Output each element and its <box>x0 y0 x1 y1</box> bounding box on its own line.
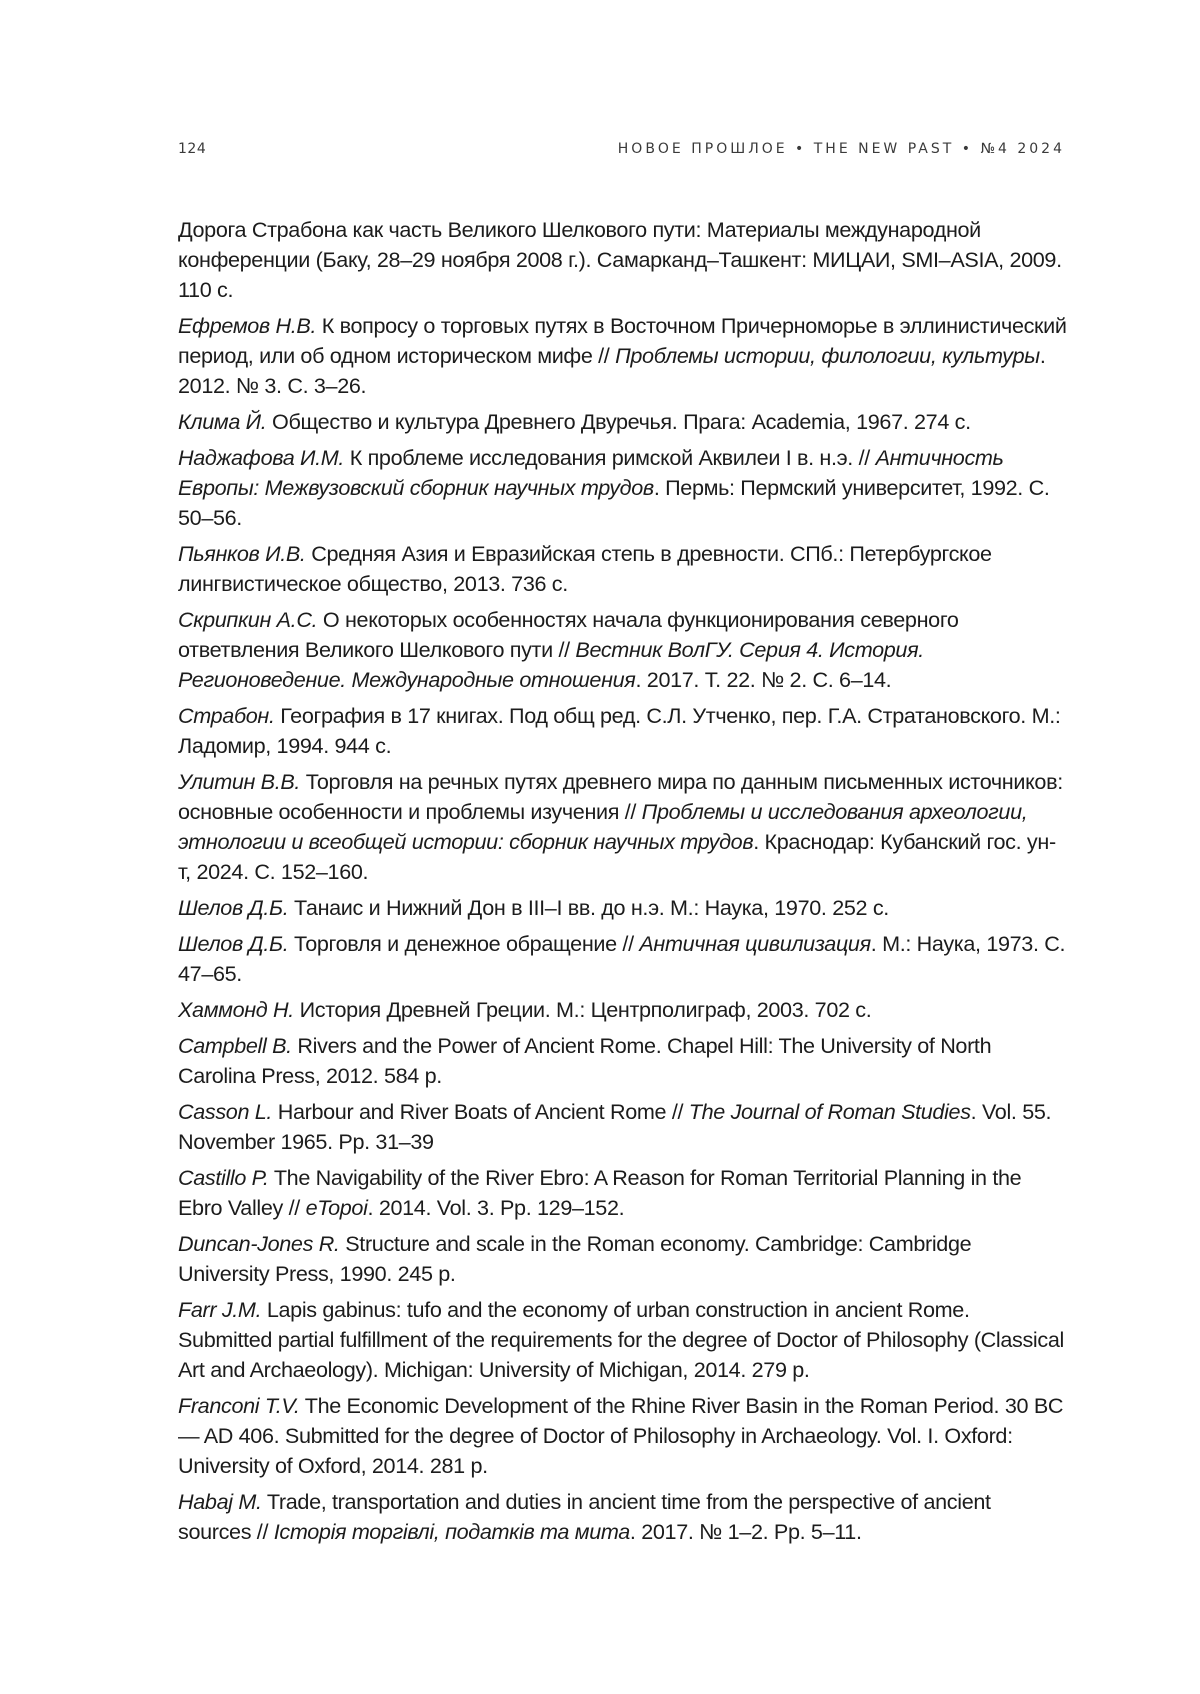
reference-tail: . Пермь: Пермский университет, 1992. С. 50–56. <box>178 475 1050 530</box>
reference-author: Habaj M. <box>178 1489 262 1514</box>
journal-title: НОВОЕ ПРОШЛОЕ • THE NEW PAST • №4 2024 <box>617 141 1065 157</box>
reference-text: Trade, transportation and duties in ancient time from the perspective of ancient sources // <box>178 1489 991 1544</box>
reference-text: География в 17 книгах. Под общ ред. С.Л. Утченко, пер. Г.А. Стратановского. М.: Ладомир, 1994. 944 с. <box>178 703 1061 758</box>
reference-source: Проблемы истории, филологии, культуры <box>615 343 1040 368</box>
reference-source: Античность Европы: Межвузовский сборник научных трудов <box>178 445 1004 500</box>
reference-author: Ефремов Н.В. <box>178 313 317 338</box>
reference-item <box>178 1391 1068 1481</box>
reference-tail: . 2017. Т. 22. № 2. С. 6–14. <box>635 667 892 692</box>
reference-text: Торговля и денежное обращение // <box>288 931 640 956</box>
reference-author: Наджафова И.М. <box>178 445 345 470</box>
reference-text: О некоторых особенностях начала функционирования северного ответвления Великого Шелкового пути // <box>178 607 959 662</box>
reference-text: Rivers and the Power of Ancient Rome. Chapel Hill: The University of North Carolina Press, 2012. 584 p. <box>178 1033 992 1088</box>
reference-author: Скрипкин А.С. <box>178 607 318 632</box>
reference-item <box>178 311 1068 401</box>
reference-item <box>178 929 1068 989</box>
reference-tail: . 2017. № 1–2. Pp. 5–11. <box>629 1519 862 1544</box>
reference-item <box>178 1097 1068 1157</box>
reference-author: Casson L. <box>178 1099 273 1124</box>
reference-source: Вестник ВолГУ. Серия 4. История. Регионоведение. Международные отношения <box>178 637 924 692</box>
reference-source: Історія торгівлі, податків та мита <box>273 1519 630 1544</box>
reference-tail: . Vol. 55. November 1965. Pp. 31–39 <box>178 1099 1052 1154</box>
reference-author: Хаммонд Н. <box>178 997 294 1022</box>
reference-author: Улитин В.В. <box>178 769 301 794</box>
reference-text: Общество и культура Древнего Двуречья. Прага: Academia, 1967. 274 с. <box>266 409 971 434</box>
reference-item <box>178 215 1068 305</box>
reference-item <box>178 1295 1068 1385</box>
reference-author: Duncan-Jones R. <box>178 1231 340 1256</box>
reference-author: Castillo P. <box>178 1165 269 1190</box>
reference-author: Клима Й. <box>178 409 267 434</box>
reference-item <box>178 701 1068 761</box>
reference-item <box>178 1163 1068 1223</box>
reference-author: Шелов Д.Б. <box>178 895 289 920</box>
reference-item <box>178 893 1068 923</box>
reference-text: История Древней Греции. М.: Центрполиграф, 2003. 702 с. <box>293 997 872 1022</box>
reference-text: Дорога Страбона как часть Великого Шелкового пути: Материалы международной конференции (Баку, 28–29 ноября 2008 г.). Самарканд–Ташкент: МИЦАИ, SMI–ASIA, 2009. 110 с. <box>178 217 1062 302</box>
reference-author: Страбон. <box>178 703 275 728</box>
page-number: 124 <box>178 141 207 157</box>
reference-author: Пьянков И.В. <box>178 541 306 566</box>
reference-text: К проблеме исследования римской Аквилеи I в. н.э. // <box>344 445 876 470</box>
reference-source: Античная цивилизация <box>639 931 871 956</box>
reference-tail: . 2012. № 3. С. 3–26. <box>178 343 1046 398</box>
reference-author: Campbell B. <box>178 1033 292 1058</box>
reference-text: The Navigability of the River Ebro: A Reason for Roman Territorial Planning in the Ebro Valley // <box>178 1165 1022 1220</box>
reference-tail: . М.: Наука, 1973. С. 47–65. <box>178 931 1066 986</box>
reference-item <box>178 605 1068 695</box>
reference-tail: . 2014. Vol. 3. Pp. 129–152. <box>367 1195 625 1220</box>
reference-item <box>178 443 1068 533</box>
reference-author: Franconi T.V. <box>178 1393 300 1418</box>
reference-author: Farr J.M. <box>178 1297 262 1322</box>
reference-text: Средняя Азия и Евразийская степь в древности. СПб.: Петербургское лингвистическое общество, 2013. 736 с. <box>178 541 992 596</box>
reference-source: Проблемы и исследования археологии, этнологии и всеобщей истории: сборник научных трудов <box>178 799 1028 854</box>
reference-text: К вопросу о торговых путях в Восточном Причерноморье в эллинистический период, или об одном историческом мифе // <box>178 313 1067 368</box>
reference-text: Танаис и Нижний Дон в III–I вв. до н.э. М.: Наука, 1970. 252 с. <box>288 895 889 920</box>
reference-text: The Economic Development of the Rhine River Basin in the Roman Period. 30 BC — AD 406. Submitted for the degree of Doctor of Philosophy in Archaeology. Vol. I. Oxford: University of Oxford, 2014. 281 p. <box>178 1393 1064 1478</box>
reference-item <box>178 407 1068 437</box>
reference-tail: . Краснодар: Кубанский гос. ун-т, 2024. С. 152–160. <box>178 829 1056 884</box>
running-head <box>178 137 1065 161</box>
reference-text: Торговля на речных путях древнего мира по данным письменных источников: основные особенности и проблемы изучения // <box>178 769 1063 824</box>
reference-text: Lapis gabinus: tufo and the economy of urban construction in ancient Rome. Submitted partial fulfillment of the requirements for the degree of Doctor of Philosophy (Classical Art and Archaeology). Michigan: University of Michigan, 2014. 279 p. <box>178 1297 1064 1382</box>
reference-author: Шелов Д.Б. <box>178 931 289 956</box>
reference-item <box>178 1487 1068 1547</box>
reference-item <box>178 995 1068 1025</box>
reference-text: Harbour and River Boats of Ancient Rome // <box>272 1099 689 1124</box>
reference-item <box>178 767 1068 887</box>
reference-source: eTopoi <box>305 1195 368 1220</box>
reference-list <box>178 215 1068 1553</box>
reference-item <box>178 1031 1068 1091</box>
reference-text: Structure and scale in the Roman economy. Cambridge: Cambridge University Press, 1990. 245 p. <box>178 1231 972 1286</box>
reference-item <box>178 539 1068 599</box>
reference-source: The Journal of Roman Studies <box>688 1099 971 1124</box>
reference-item <box>178 1229 1068 1289</box>
